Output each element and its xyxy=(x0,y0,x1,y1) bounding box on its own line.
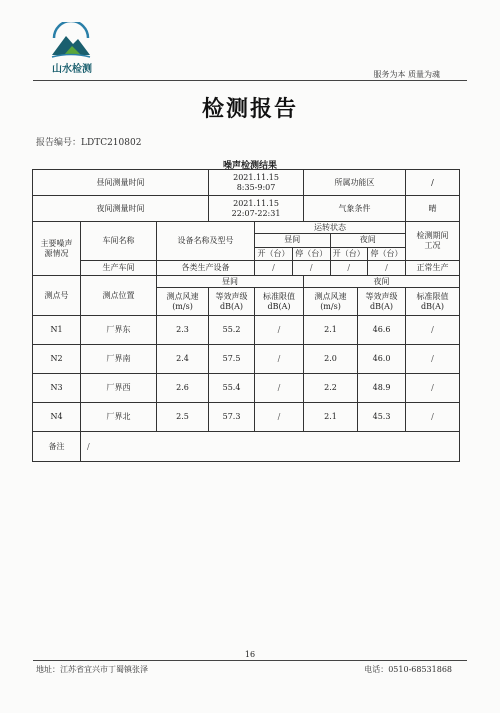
day-off-value: / xyxy=(293,261,331,275)
night-wind-value: 2.2 xyxy=(304,374,358,403)
point-location: 厂界南 xyxy=(81,345,157,374)
workshop-name-label: 车间名称 xyxy=(81,222,157,261)
period-condition-line2: 工况 xyxy=(424,241,441,250)
phone: 电话：0510-68531868 xyxy=(364,665,452,674)
night-wind-value: 2.1 xyxy=(304,316,358,345)
night-wind-header-unit: (m/s) xyxy=(320,301,341,311)
status-values-cell xyxy=(255,261,406,276)
weather-value: 晴 xyxy=(406,196,460,222)
day-off-label: 停（台） xyxy=(293,247,331,260)
day-level-header xyxy=(209,288,255,316)
day-limit-value: / xyxy=(255,403,304,432)
night-time-value xyxy=(209,196,304,222)
table-row xyxy=(33,316,460,345)
night-level-value: 46.0 xyxy=(358,345,406,374)
night-level-header xyxy=(358,288,406,316)
workshop-value: 生产车间 xyxy=(81,261,157,276)
night-wind-header-label: 测点风速 xyxy=(314,291,347,301)
day-section-label: 昼间 xyxy=(157,276,304,288)
point-location: 厂界西 xyxy=(81,374,157,403)
slogan: 服务为本 质量为魂 xyxy=(373,70,440,79)
night-level-header-unit: dB(A) xyxy=(370,301,394,311)
night-level-value: 46.6 xyxy=(358,316,406,345)
noise-source-label xyxy=(33,222,81,276)
status-subheader-grid xyxy=(255,234,405,260)
table-row xyxy=(33,345,460,374)
night-limit-value: / xyxy=(406,403,460,432)
address: 地址：江苏省宜兴市丁蜀镇张泽 xyxy=(36,665,148,674)
day-level-header-unit: dB(A) xyxy=(220,301,244,311)
day-level-value: 55.2 xyxy=(209,316,255,345)
table-row xyxy=(33,403,460,432)
header-divider xyxy=(33,80,467,81)
point-location: 厂界北 xyxy=(81,403,157,432)
day-limit-header-unit: dB(A) xyxy=(267,301,291,311)
equipment-value: 各类生产设备 xyxy=(157,261,255,276)
night-section-label: 夜间 xyxy=(304,276,460,288)
workshop-row xyxy=(33,261,460,276)
night-limit-value: / xyxy=(406,316,460,345)
point-id: N1 xyxy=(33,316,81,345)
point-id: N3 xyxy=(33,374,81,403)
night-wind-value: 2.1 xyxy=(304,403,358,432)
night-level-value: 48.9 xyxy=(358,374,406,403)
day-on-label: 开（台） xyxy=(255,247,293,260)
operation-status-label: 运转状态 xyxy=(255,222,406,234)
day-wind-value: 2.4 xyxy=(157,345,209,374)
night-limit-value: / xyxy=(406,374,460,403)
day-limit-value: / xyxy=(255,374,304,403)
night-wind-header xyxy=(304,288,358,316)
noise-source-label-line1: 主要噪声 xyxy=(40,238,73,248)
day-level-value: 55.4 xyxy=(209,374,255,403)
status-values-grid xyxy=(255,261,405,275)
period-condition-label xyxy=(406,222,460,261)
remarks-row xyxy=(33,432,460,462)
table-caption: 噪声检测结果 xyxy=(222,161,277,171)
night-limit-header-label: 标准限值 xyxy=(416,291,449,301)
day-limit-value: / xyxy=(255,316,304,345)
status-subheader-cell xyxy=(255,234,406,261)
table-row xyxy=(33,374,460,403)
day-wind-header xyxy=(157,288,209,316)
day-limit-header xyxy=(255,288,304,316)
night-on-label: 开（台） xyxy=(330,247,368,260)
night-limit-header xyxy=(406,288,460,316)
day-on-value: / xyxy=(255,261,293,275)
night-off-label: 停（台） xyxy=(370,248,403,258)
day-limit-value: / xyxy=(255,345,304,374)
day-time-date: 2021.11.15 xyxy=(233,172,279,182)
status-night-label: 夜间 xyxy=(330,234,405,247)
noise-source-label-line2: 源情况 xyxy=(44,248,69,258)
day-wind-header-unit: (m/s) xyxy=(172,301,193,311)
source-header-row xyxy=(33,222,460,234)
day-wind-value: 2.5 xyxy=(157,403,209,432)
functional-zone-label: 所属功能区 xyxy=(304,170,406,196)
remarks-label: 备注 xyxy=(33,432,81,462)
noise-results-table xyxy=(32,169,460,462)
night-time-range: 22:07-22:31 xyxy=(231,208,281,218)
point-location: 厂界东 xyxy=(81,316,157,345)
day-time-label: 昼间测量时间 xyxy=(33,170,209,196)
remarks-value: / xyxy=(81,432,460,462)
condition-value: 正常生产 xyxy=(406,261,460,276)
day-level-value: 57.5 xyxy=(209,345,255,374)
day-limit-header-label: 标准限值 xyxy=(263,291,296,301)
equipment-label: 设备名称及型号 xyxy=(157,222,255,261)
point-no-label: 测点号 xyxy=(33,276,81,316)
day-level-value: 57.3 xyxy=(209,403,255,432)
night-level-value: 45.3 xyxy=(358,403,406,432)
status-day-label: 昼间 xyxy=(255,234,330,247)
company-logo xyxy=(40,22,100,74)
day-wind-value: 2.6 xyxy=(157,374,209,403)
point-location-label: 测点位置 xyxy=(81,276,157,316)
weather-label: 气象条件 xyxy=(304,196,406,222)
day-wind-value: 2.3 xyxy=(157,316,209,345)
night-time-date: 2021.11.15 xyxy=(233,198,279,208)
period-condition-line1: 检测期间 xyxy=(416,231,449,241)
night-time-label: 夜间测量时间 xyxy=(33,196,209,222)
night-level-header-label: 等效声级 xyxy=(365,291,398,301)
night-wind-value: 2.0 xyxy=(304,345,358,374)
day-wind-header-label: 测点风速 xyxy=(166,291,199,301)
night-limit-value: / xyxy=(406,345,460,374)
night-on-value: / xyxy=(330,261,368,275)
day-level-header-label: 等效声级 xyxy=(215,291,248,301)
logo-text: 山水检测 xyxy=(52,64,92,75)
night-time-row xyxy=(33,196,460,222)
night-limit-header-unit: dB(A) xyxy=(421,301,445,311)
footer-divider xyxy=(33,660,467,661)
point-id: N2 xyxy=(33,345,81,374)
night-off-value: / xyxy=(385,263,388,273)
day-time-range: 8:35-9:07 xyxy=(236,182,276,192)
mountain-water-logo-icon xyxy=(48,22,94,60)
point-id: N4 xyxy=(33,403,81,432)
report-number: 报告编号：LDTC210802 xyxy=(36,138,142,148)
functional-zone-value: / xyxy=(406,170,460,196)
page-number: 16 xyxy=(244,650,256,659)
day-time-row xyxy=(33,170,460,196)
measurement-header-row xyxy=(33,276,460,288)
day-time-value xyxy=(209,170,304,196)
page-title: 检测报告 xyxy=(201,97,298,122)
